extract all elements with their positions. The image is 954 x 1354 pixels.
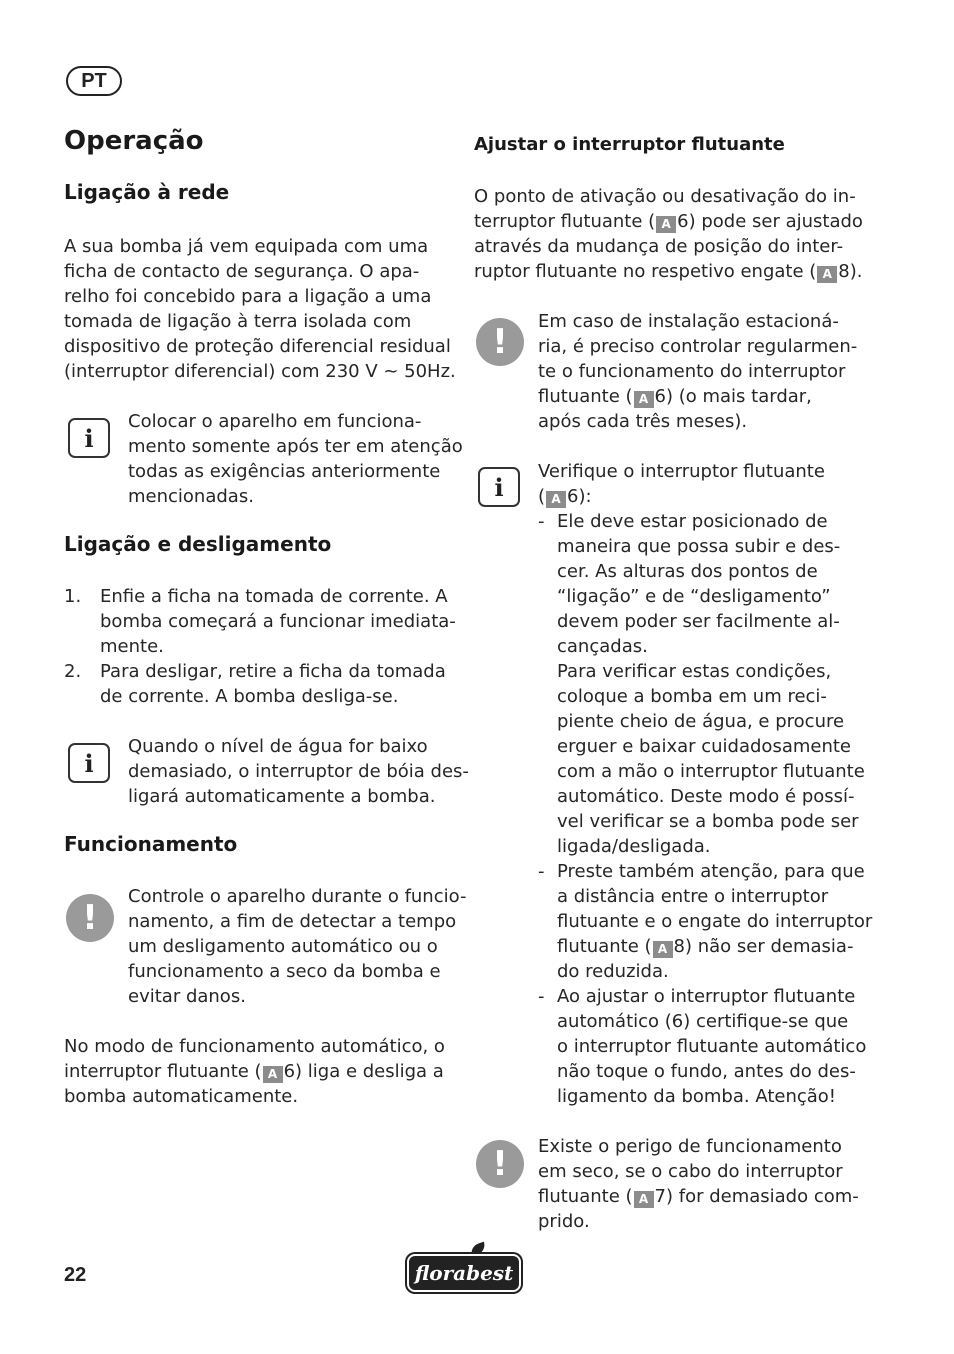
step-number-1: 1. [64,586,82,607]
figure-a-badge: A [817,266,837,283]
bullet-distance: Preste também atenção, para que a distância entre o interruptor flutuante e o engate do interruptor flutuante ( A 8) não ser demasia- do reduzida. [557,861,873,982]
info-icon: i [478,467,520,507]
section-heading-operation: Funcionamento [64,832,238,856]
page-title: Operação [64,126,204,156]
info-note-requirements: Colocar o aparelho em funciona- mento somente após ter em atenção todas as exigências anteriormente mencionadas. [128,411,463,507]
warning-icon: ! [476,1140,524,1188]
language-badge: PT [66,66,122,96]
warning-note-stationary: Em caso de instalação estacioná- ria, é preciso controlar regularmen- te o funcionamento do interruptor flutuante ( A 6) (o mais tardar, após cada três meses). [538,311,858,432]
figure-a-badge: A [634,391,654,408]
auto-mode-paragraph: No modo de funcionamento automático, o interruptor flutuante ( A 6) liga e desliga a bomba automaticamente. [64,1036,445,1107]
bullet-dash: - [538,511,545,532]
info-check-float: Verifique o interruptor flutuante ( A 6): [538,461,825,507]
bullet-dash: - [538,861,545,882]
figure-a-badge: A [653,941,673,958]
adjust-paragraph: O ponto de ativação ou desativação do in- terruptor flutuante ( A 6) pode ser ajustado através da mudança de posição do inter- ruptor flutuante no respetivo engate ( A 8). [474,186,863,282]
mains-paragraph: A sua bomba já vem equipada com uma ficha de contacto de segurança. O apa- relho foi concebido para a ligação a uma tomada de ligação à terra isolada com dispositivo de proteção diferencial residual (interruptor diferencial) com 230 V ~ 50Hz. [64,236,456,382]
section-heading-adjust-float: Ajustar o interruptor flutuante [474,134,785,155]
warning-icon: ! [476,318,524,366]
figure-a-badge: A [634,1191,654,1208]
info-note-water-level: Quando o nível de água for baixo demasiado, o interruptor de bóia des- ligará automaticamente a bomba. [128,736,469,807]
bullet-position: Ele deve estar posicionado de maneira que possa subir e des- cer. As alturas dos pontos de “ligação” e de “desligamento” devem poder ser facilmente al- cançadas. Para verificar estas condições, coloque a bomba em um reci- piente cheio de água, e procure erguer e baixar cuidadosamente com a mão o interruptor flutuante automático. Deste modo é possí- vel verificar se a bomba pode ser ligada/desligada. [557,511,865,857]
warning-icon: ! [66,894,114,942]
step-text-1: Enfie a ficha na tomada de corrente. A bomba começará a funcionar imediata- mente. [100,586,456,657]
info-icon: i [68,418,110,458]
figure-a-badge: A [656,216,676,233]
bullet-dash: - [538,986,545,1007]
bullet-bottom: Ao ajustar o interruptor flutuante automático (6) certifique-se que o interruptor flutuante automático não toque o fundo, antes do des- ligamento da bomba. Atenção! [557,986,867,1107]
info-icon: i [68,743,110,783]
warning-note-monitor: Controle o aparelho durante o funcio- namento, a fim de detectar a tempo um desligamento automático ou o funcionamento a seco da bomba e evitar danos. [128,886,467,1007]
figure-a-badge: A [546,491,566,508]
section-heading-mains: Ligação à rede [64,180,230,204]
page-number: 22 [64,1264,87,1286]
section-heading-on-off: Ligação e desligamento [64,532,332,556]
figure-a-badge: A [263,1066,283,1083]
brand-logo: florabest [407,1254,521,1292]
step-text-2: Para desligar, retire a ficha da tomada de corrente. A bomba desliga-se. [100,661,446,707]
step-number-2: 2. [64,661,82,682]
warning-note-dry-run: Existe o perigo de funcionamento em seco, se o cabo do interruptor flutuante ( A 7) for demasiado com- prido. [538,1136,859,1232]
